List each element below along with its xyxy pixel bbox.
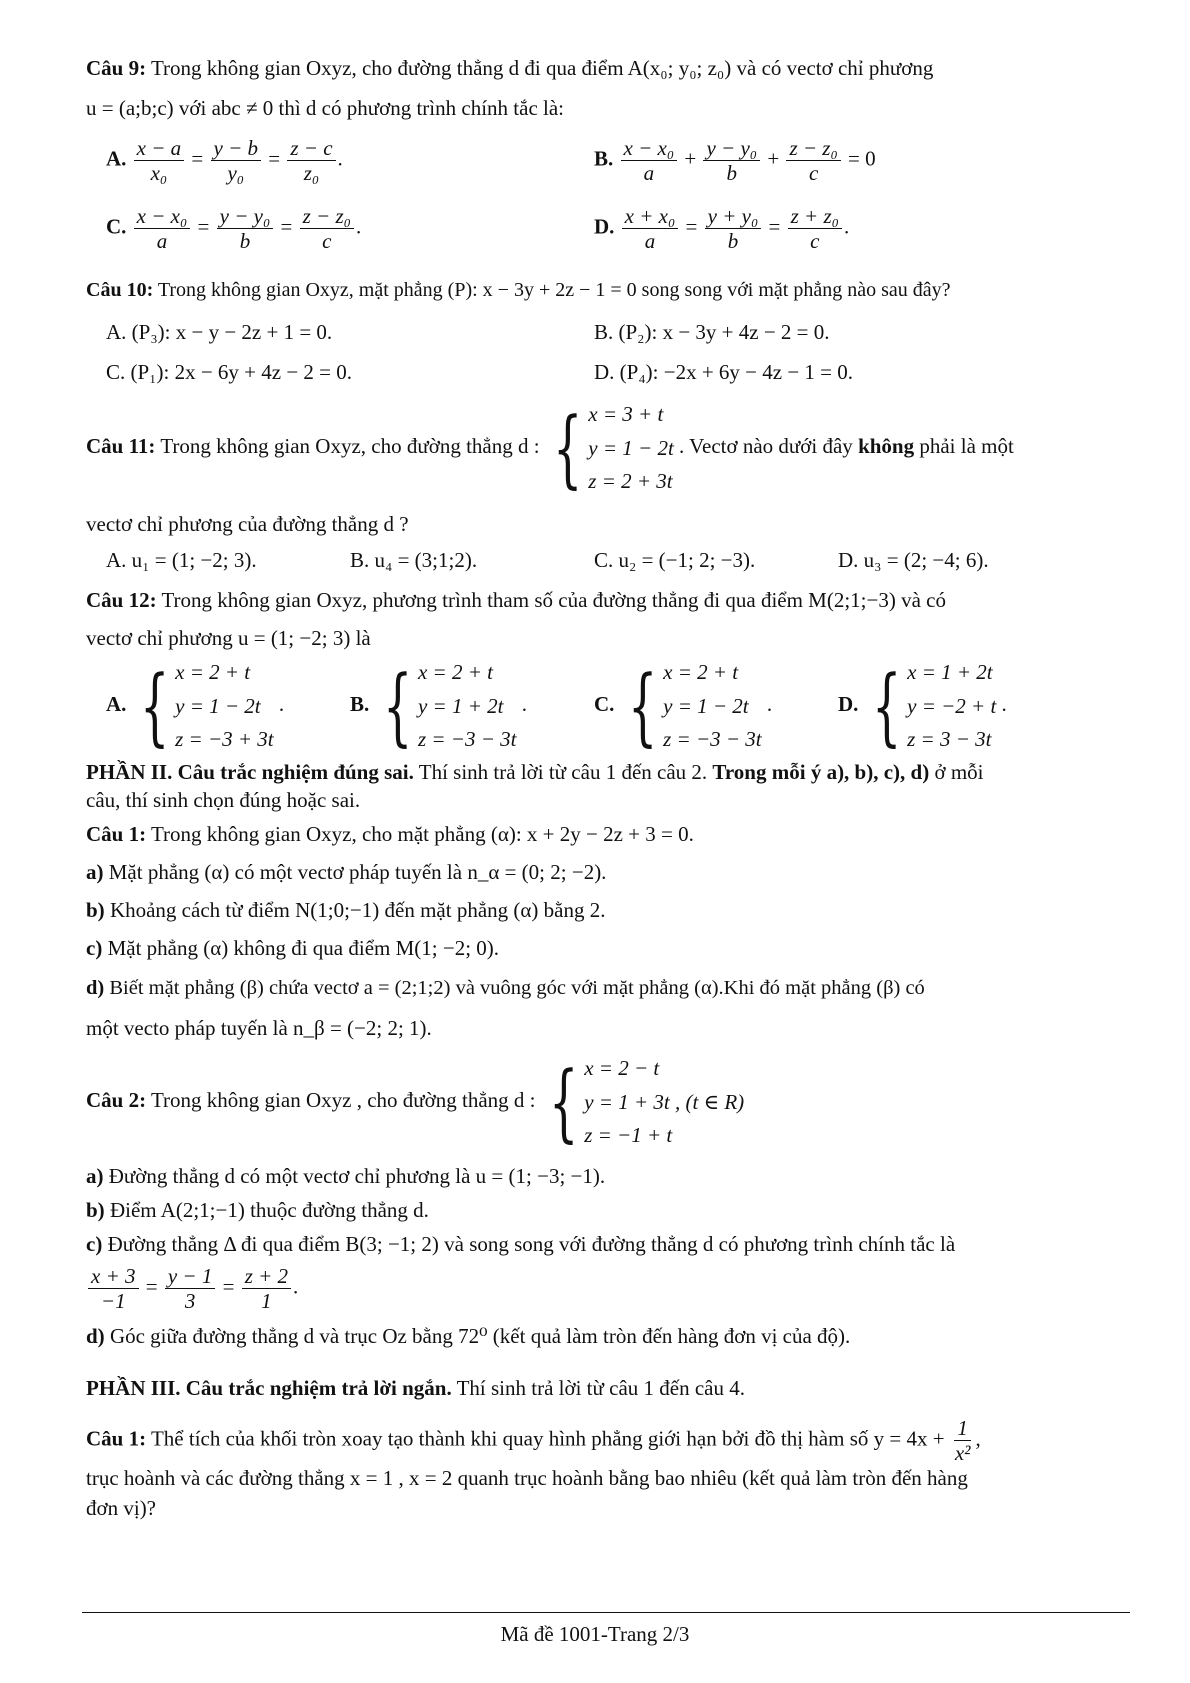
q9-line2 [86,96,564,121]
part3-heading: PHẦN III. Câu trắc nghiệm trả lời ngắn. Thí sinh trả lời từ câu 1 đến câu 4. [86,1376,746,1400]
q9-option-d: D. $\frac{\text{x + x₀}}{a}$ = $\frac{\text{y + y₀}}{b}$ = $\frac{\text{z + z₀}}{c}$ . [594,204,850,254]
part3-q1-line3: đơn vị)? [86,1496,157,1520]
q12-option-a: A. { x = 2 + t y = 1 − 2t z = −3 + 3t . [106,657,285,756]
part2-q2: Câu 2: Trong không gian Oxyz , cho đường thẳng d : { x = 2 − t y = 1 + 3t , (t ∈ R) z = −1 + t [86,1053,745,1152]
q9-line1 [86,56,933,81]
part2-q1: Câu 1: Trong không gian Oxyz, cho mặt phẳng (α): x + 2y − 2z + 3 = 0. [86,822,694,846]
part2-q1-d: d) Biết mặt phẳng (β) chứa vectơ a = (2;1;2) và vuông góc với mặt phẳng (α).Khi đó mặt phẳng (β) có [86,977,925,999]
q9-option-c: C. $\frac{\text{x − x₀}}{a}$ = $\frac{\text{y − y₀}}{b}$ = $\frac{\text{z − z₀}}{c}$ . [106,204,362,254]
q10-option-a: A. (P₃): x − y − 2z + 1 = 0. [106,320,333,344]
q10-option-b: B. (P₂): x − 3y + 4z − 2 = 0. [594,320,830,344]
q11-option-a: A. u₁ = (1; −2; 3). [106,548,257,572]
q11-option-d: D. u₃ = (2; −4; 6). [838,548,989,572]
part3-q1: Câu 1: Thể tích của khối tròn xoay tạo thành khi quay hình phẳng giới hạn bởi đồ thị hàm số y = 4x + $\frac{1}{\text{x²}}$ , [86,1416,981,1466]
q11-line1: Câu 11: Trong không gian Oxyz, cho đường thẳng d : { x = 3 + t y = 1 − 2t z = 2 + 3t . Vectơ nào dưới đây không phải là một [86,399,1014,498]
q10-label: Câu 10: [86,279,154,301]
q12-label: Câu 12: [86,588,157,612]
part2-q2-system: { x = 2 − t y = 1 + 3t , (t ∈ R) z = −1 + t [548,1053,745,1152]
part2-heading-line2: câu, thí sinh chọn đúng hoặc sai. [86,788,361,812]
q12-line2: vectơ chỉ phương u = (1; −2; 3) là [86,626,371,650]
part2-q1-d2: một vecto pháp tuyến là n_β = (−2; 2; 1). [86,1016,432,1040]
part2-q1-c: c) Mặt phẳng (α) không đi qua điểm M(1; −2; 0). [86,936,500,960]
part2-q2-a: a) Đường thẳng d có một vectơ chỉ phương là u = (1; −3; −1). [86,1164,606,1188]
q9-text2: u = (a;b;c) với abc ≠ 0 thì d có phương trình chính tắc là: [86,96,565,120]
footer-rule [82,1612,1130,1613]
q12-line1: Câu 12: Trong không gian Oxyz, phương trình tham số của đường thẳng đi qua điểm M(2;1;−3) và có [86,588,946,612]
q9-option-a: A. $\frac{x - a}{\text{x₀}}$ = $\frac{y - b}{\text{y₀}}$ = $\frac{z - c}{\text{z₀}}$ . [106,136,343,186]
part2-q2-d: d) Góc giữa đường thẳng d và trục Oz bằng 72⁰ (kết quả làm tròn đến hàng đơn vị của độ). [86,1324,851,1348]
part2-q2-c: c) Đường thẳng Δ đi qua điểm B(3; −1; 2) và song song với đường thẳng d có phương trình chính tắc là [86,1232,956,1256]
q11-option-c: C. u₂ = (−1; 2; −3). [594,548,756,572]
part2-q2-c-equation: $\frac{x + 3}{-1}$ = $\frac{y - 1}{3}$ = $\frac{z + 2}{1}$ . [86,1264,298,1313]
part3-q1-line2: trục hoành và các đường thẳng x = 1 , x = 2 quanh trục hoành bằng bao nhiêu (kết quả làm tròn đến hàng [86,1466,968,1490]
q10-option-d: D. (P₄): −2x + 6y − 4z − 1 = 0. [594,360,854,384]
q11-system: { x = 3 + t y = 1 − 2t z = 2 + 3t [552,399,674,498]
part2-q1-b: b) Khoảng cách từ điểm N(1;0;−1) đến mặt phẳng (α) bằng 2. [86,898,606,922]
q9-option-b: B. $\frac{\text{x − x₀}}{a}$ + $\frac{\text{y − y₀}}{b}$ + $\frac{\text{z − z₀}}{c}$ = 0 [594,136,876,186]
q12-option-c: C. { x = 2 + t y = 1 − 2t z = −3 − 3t . [594,657,773,756]
q10-option-c: C. (P₁): 2x − 6y + 4z − 2 = 0. [106,360,353,384]
q9-label: Câu 9: [86,56,147,80]
q12-option-b: B. { x = 2 + t y = 1 + 2t z = −3 − 3t . [350,657,527,756]
q11-label: Câu 11: [86,434,156,459]
page-footer: Mã đề 1001-Trang 2/3 [500,1622,690,1646]
q11-option-b: B. u₄ = (3;1;2). [350,548,478,572]
q10-line [86,278,951,302]
part2-q1-a: a) Mặt phẳng (α) có một vectơ pháp tuyến là n_α = (0; 2; −2). [86,860,607,884]
part2-q2-b: b) Điểm A(2;1;−1) thuộc đường thẳng d. [86,1198,429,1222]
part2-heading: PHẦN II. Câu trắc nghiệm đúng sai. Thí sinh trả lời từ câu 1 đến câu 2. Trong mỗi ý a), b), c), d) ở mỗi [86,760,984,784]
q11-line2: vectơ chỉ phương của đường thẳng d ? [86,512,409,536]
q10-text: Trong không gian Oxyz, mặt phẳng (P): x − 3y + 2z − 1 = 0 song song với mặt phẳng nào sau đây? [157,279,951,301]
q9-text1: Trong không gian Oxyz, cho đường thẳng d đi qua điểm A(x₀; y₀; z₀) và có vectơ chỉ phương [150,56,934,80]
q12-option-d: D. { x = 1 + 2t y = −2 + t z = 3 − 3t . [838,657,1007,756]
